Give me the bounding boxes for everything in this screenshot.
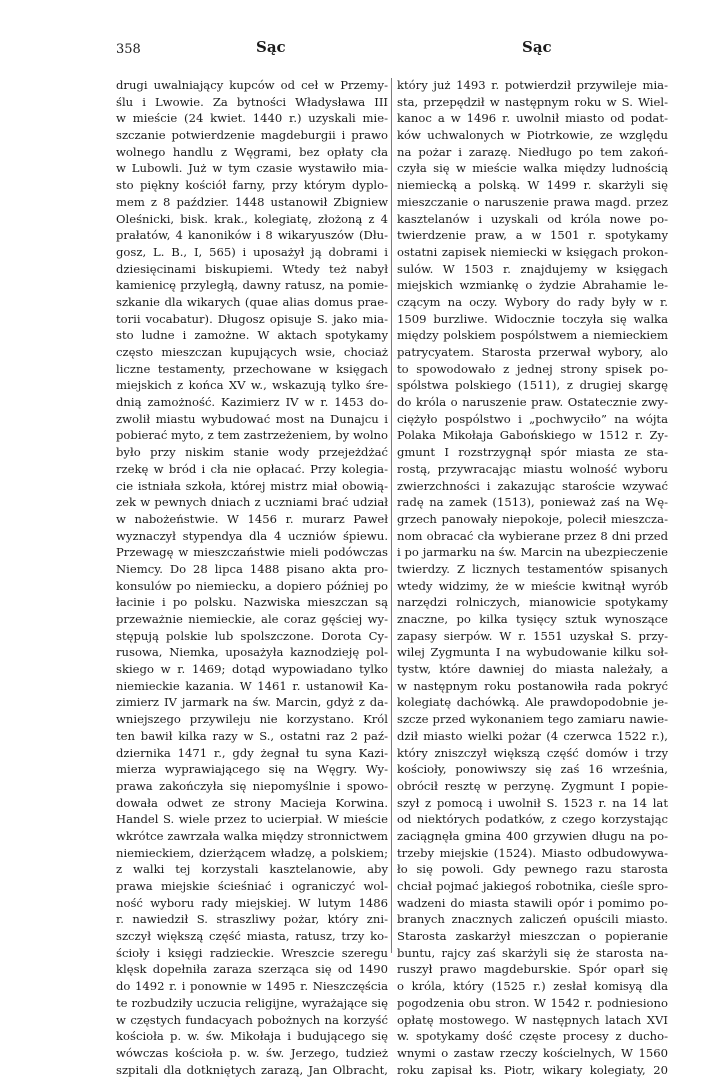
text-line: ciężyło pospólstwo i „pochwyciło” na wójta — [397, 411, 668, 426]
text-line: wniejszego przywileju nie korzystano. Król — [116, 712, 388, 727]
text-line: o króla, który (1525 r.) zesłał komisyą dla — [397, 979, 668, 994]
text-line: ślu i Lwowie. Za bytności Władysława III — [116, 94, 388, 109]
text-line: wilej Zygmunta I na wybudowanie kilku soł- — [397, 645, 668, 660]
text-line: niemieckiem, dzierżącem władzę, a polskiem; — [116, 845, 388, 860]
text-line: w Lubowli. Już w tym czasie wystawiło mia- — [116, 161, 388, 176]
text-line: kościoła p. w. św. Mikołaja i budującego się — [116, 1029, 388, 1044]
text-line: pobierać myto, z tem zastrzeżeniem, by wolno — [116, 428, 388, 443]
text-line: na pożar i zarazę. Niedługo po tem zakoń- — [397, 144, 668, 159]
text-line: zimierz IV jarmark na św. Marcin, gdyż z da- — [116, 695, 388, 710]
text-line: od niektórych podatków, z czego korzystając — [397, 812, 668, 827]
text-line: Oleśnicki, bisk. krak., kolegiatę, złożoną z 4 — [116, 211, 388, 226]
text-line: czącym na oczy. Wybory do rady były w r. — [397, 294, 668, 309]
text-line: prawa zakończyła się niepomyślnie i spowo- — [116, 778, 388, 793]
text-line: niemieckie kazania. W 1461 r. ustanowił Ka- — [116, 678, 388, 693]
text-line: torii vocabatur). Długosz opisuje S. jako mia- — [116, 311, 388, 326]
text-line: w. spotykamy dość częste procesy z ducho- — [397, 1029, 668, 1044]
text-line: wtedy widzimy, że w mieście kwitnął wyrób — [397, 578, 668, 593]
text-line: wówczas kościoła p. w. św. Jerzego, tudzież — [116, 1045, 388, 1060]
text-line: konsulów po niemiecku, a dopiero później po — [116, 578, 388, 593]
text-line: narzędzi rolniczych, mianowicie spotykamy — [397, 595, 668, 610]
text-line: to spowodowało z jednej strony spisek po- — [397, 361, 668, 376]
text-line: ruszył prawo magdeburskie. Spór oparł się — [397, 962, 668, 977]
text-line: patrycyatem. Starosta przerwał wybory, alo — [397, 345, 668, 359]
text-line: szczanie potwierdzenie magdeburgii i prawo — [116, 128, 388, 143]
text-line: nom obracać cła wybierane przez 8 dni przed — [397, 528, 668, 543]
text-line: sto ludne i zamożne. W aktach spotykamy — [116, 328, 388, 343]
text-line: do 1492 r. i ponownie w 1495 r. Nieszczęścia — [116, 979, 388, 994]
text-line: ło się powoli. Gdy pewnego razu starosta — [397, 862, 668, 877]
text-line: rzekę w bród i cła nie opłacać. Przy kolegia- — [116, 461, 388, 476]
text-line: zwierzchności i zakazując staroście wzywać — [397, 478, 668, 493]
text-line: tystw, które dawniej do miasta należały, a — [397, 662, 668, 677]
text-line: stępują polskie lub spolszczone. Dorota Cy- — [116, 628, 388, 643]
text-line: wkrótce zawrzała walka między stronnictwem — [116, 828, 388, 843]
text-line: kolegiatę dachówką. Ale prawdopodobnie je- — [397, 695, 668, 710]
text-line: klęsk dopełniła zaraza szerząca się od 1490 — [116, 962, 388, 977]
text-line: kasztelanów i uzyskali od króla nowe po- — [397, 211, 668, 226]
text-line: wadzeni do miasta stawili opór i pomimo po- — [397, 895, 668, 910]
text-line: zaciągnęła gmina 400 grzywien długu na po- — [397, 828, 668, 843]
text-line: sta, przepędził w następnym roku w S. Wiel- — [397, 94, 668, 109]
text-line: szkanie dla wikarych (quae alias domus prae- — [116, 294, 388, 309]
text-line: często mieszczan kupujących wsie, chociaż — [116, 345, 388, 359]
text-line: miejskich z końca XV w., wskazują tylko śre- — [116, 378, 388, 393]
text-line: dowała odwet ze strony Macieja Korwina. — [116, 795, 388, 810]
text-line: wyznaczył stypendya dla 4 uczniów śpiewu. — [116, 528, 388, 543]
text-line: prałatów, 4 kanoników i 8 wikaryuszów (Dłu- — [116, 228, 388, 243]
text-line: ność wyboru rady miejskiej. W lutym 1486 — [116, 895, 388, 910]
text-line: szcze przed wykonaniem tego zamiaru nawie- — [397, 712, 668, 727]
text-line: Niemcy. Do 28 lipca 1488 pisano akta pro- — [116, 561, 388, 576]
text-line: radę na zamek (1513), ponieważ zaś na Wę- — [397, 495, 668, 510]
text-line: sulów. W 1503 r. znajdujemy w księgach — [397, 261, 668, 276]
page-number: 358 — [116, 42, 141, 57]
text-line: który już 1493 r. potwierdził przywileje mia- — [397, 78, 668, 92]
text-line: szczył większą część miasta, ratusz, trzy ko- — [116, 929, 388, 944]
text-line: szpitali dla dotkniętych zarazą, Jan Olbracht, — [116, 1062, 388, 1077]
text-line: zapasy sierpów. W r. 1551 uzyskał S. przy- — [397, 628, 668, 643]
text-line: prawa miejskie ścieśniać i ograniczyć wol- — [116, 879, 388, 893]
text-line: ścioły i księgi radzieckie. Wreszcie szeregu — [116, 945, 388, 960]
column-divider — [391, 78, 392, 953]
text-line: cie istniała szkoła, której mistrz miał obowią- — [116, 478, 388, 493]
text-line: wnymi o zastaw rzeczy kościelnych, W 1560 — [397, 1045, 668, 1060]
text-line: mieszczanie o naruszenie prawa magd. przez — [397, 194, 668, 209]
text-line: było przy niskim stanie wody przejeżdżać — [116, 445, 388, 460]
text-line: Handel S. wiele przez to ucierpiał. W mieście — [116, 812, 388, 827]
text-line: w następnym roku postanowiła rada pokryć — [397, 678, 668, 693]
text-line: dziernika 1471 r., gdy żegnał tu syna Kazi- — [116, 745, 388, 760]
running-title-right: Sąc — [522, 38, 552, 56]
text-line: który zniszczył większą część domów i trzy — [397, 745, 668, 760]
text-line: ten bawił kilka razy w S., ostatni raz 2 paź- — [116, 728, 388, 743]
text-line: opłatę mostowego. W następnych latach XVI — [397, 1012, 668, 1027]
text-line: obrócił resztę w perzynę. Zygmunt I popie- — [397, 778, 668, 793]
text-line: Polaka Mikołaja Gabońskiego w 1512 r. Zy- — [397, 428, 668, 443]
text-line: chciał pojmać jakiegoś robotnika, cieśle spro- — [397, 879, 668, 893]
text-line: ków uchwalonych w Piotrkowie, ze względu — [397, 128, 668, 143]
text-line: pogodzenia obu stron. W 1542 r. podniesiono — [397, 995, 668, 1010]
text-line: w nabożeństwie. W 1456 r. murarz Paweł — [116, 511, 388, 526]
text-line: do króla o naruszenie praw. Ostatecznie zwy- — [397, 395, 668, 410]
text-line: kamienicę przyległą, dawny ratusz, na pomie- — [116, 278, 388, 293]
text-line: zek w pewnych dniach z uczniami brać udział — [116, 495, 388, 510]
text-line: niemiecką a polską. W 1499 r. skarżyli się — [397, 178, 668, 193]
text-line: kościoły, ponowiwszy się zaś 16 września, — [397, 762, 668, 777]
text-line: dziesięcinami biskupiemi. Wtedy też nabył — [116, 261, 388, 276]
text-line: twierdzenie praw, a w 1501 r. spotykamy — [397, 228, 668, 243]
text-line: łacinie i po polsku. Nazwiska mieszczan są — [116, 595, 388, 610]
text-line: czyła się w mieście walka między ludnością — [397, 161, 668, 176]
text-line: w mieście (24 kwiet. 1440 r.) uzyskali mie- — [116, 111, 388, 126]
text-line: trzeby miejskie (1524). Miasto odbudowywa- — [397, 845, 668, 860]
text-line: roku zapisał ks. Piotr, wikary kolegiaty, 20 — [397, 1062, 668, 1077]
text-line: dził miasto wielki pożar (4 czerwca 1522 r.), — [397, 728, 668, 743]
text-line: z walki tej korzystali kasztelanowie, aby — [116, 862, 388, 877]
text-line: znaczne, po kilka tysięcy sztuk wynoszące — [397, 612, 668, 626]
right-text-column — [397, 77, 668, 1078]
text-line: 1509 burzliwe. Widocznie toczyła się walka — [397, 311, 668, 326]
text-line: Przewagę w mieszczaństwie mieli podówczas — [116, 545, 388, 560]
text-line: mierza wyprawiającego się na Węgry. Wy- — [116, 762, 388, 777]
text-line: buntu, rajcy zaś skarżyli się że starosta na- — [397, 945, 668, 960]
text-line: sto piękny kościół farny, przy którym dyplo- — [116, 178, 388, 193]
text-line: te rozbudziły uczucia religijne, wyrażające się — [116, 995, 388, 1010]
text-line: w częstych fundacyach pobożnych na korzyść — [116, 1012, 388, 1027]
text-line: przeważnie niemieckie, ale coraz gęściej wy- — [116, 612, 388, 626]
text-line: twierdzy. Z licznych testamentów spisanych — [397, 561, 668, 576]
left-text-column — [116, 77, 388, 1078]
text-line: Starosta zaskarżył mieszczan o popieranie — [397, 929, 668, 944]
text-line: gmunt I rozstrzygnął spór miasta ze sta- — [397, 445, 668, 460]
text-line: spólstwa polskiego (1511), z drugiej skargę — [397, 378, 668, 393]
text-line: ostatni zapisek niemiecki w księgach prokon- — [397, 244, 668, 259]
text-line: miejskich wzmiankę o żydzie Abrahamie le- — [397, 278, 668, 293]
text-line: drugi uwalniający kupców od ceł w Przemy- — [116, 78, 388, 92]
text-line: gosz, L. B., I, 565) i uposażył ją dobrami i — [116, 244, 388, 259]
page-header — [0, 38, 720, 60]
text-line: kanoc a w 1496 r. uwolnił miasto od podat- — [397, 111, 668, 126]
text-line: między polskiem pospólstwem a niemieckiem — [397, 328, 668, 343]
text-line: liczne testamenty, przechowane w księgach — [116, 361, 388, 376]
text-line: i po jarmarku na św. Marcin na ubezpieczenie — [397, 545, 668, 560]
text-line: mem z 8 paździer. 1448 ustanowił Zbigniew — [116, 194, 388, 209]
text-line: rusowa, Niemka, uposażyła kaznodzieję pol- — [116, 645, 388, 660]
text-line: rostą, przywracając miastu wolność wyboru — [397, 461, 668, 476]
text-line: zwolił miastu wybudować most na Dunajcu i — [116, 411, 388, 426]
text-line: grzech panowały niepokoje, polecił mieszcza- — [397, 511, 668, 526]
text-line: r. nawiedził S. straszliwy pożar, który zni- — [116, 912, 388, 927]
text-line: szył z pomocą i uwolnił S. 1523 r. na 14 lat — [397, 795, 668, 810]
text-line: branych znacznych zaliczeń opuścili miasto. — [397, 912, 668, 927]
running-title-left: Sąc — [256, 38, 286, 56]
text-line: skiego w r. 1469; dotąd wypowiadano tylko — [116, 662, 388, 677]
text-line: wolnego handlu z Węgrami, bez opłaty cła — [116, 144, 388, 159]
text-line: dnią zamożność. Kazimierz IV w r. 1453 do- — [116, 395, 388, 410]
